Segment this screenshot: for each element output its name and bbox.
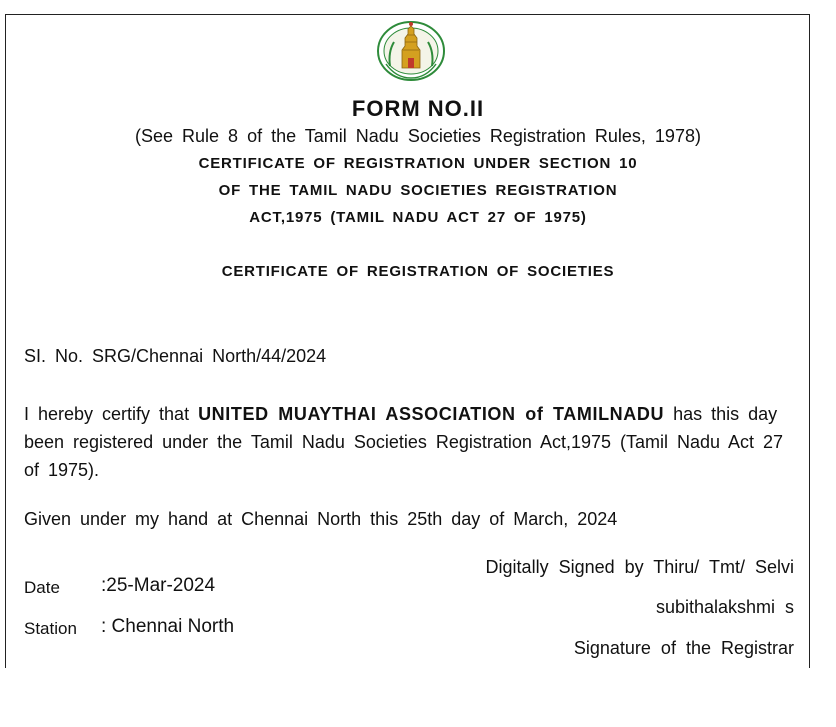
serial-number: SI. No. SRG/Chennai North/44/2024 [24, 346, 327, 366]
registrar-name: subithalakshmi s [655, 597, 794, 617]
certificate-subheading: CERTIFICATE OF REGISTRATION OF SOCIETIES [221, 263, 615, 280]
date-label: Date [24, 578, 60, 597]
heading-line-2: OF THE TAMIL NADU SOCIETIES REGISTRATION [218, 182, 618, 199]
heading-line-1: CERTIFICATE OF REGISTRATION UNDER SECTION 10 [198, 155, 638, 172]
station-label: Station [24, 619, 77, 638]
rule-reference: (See Rule 8 of the Tamil Nadu Societies Registration Rules, 1978) [135, 126, 701, 146]
certification-paragraph [24, 400, 784, 484]
digital-signature-line: Digitally Signed by Thiru/ Tmt/ Selvi [485, 557, 794, 577]
society-name: UNITED MUAYTHAI ASSOCIATION of TAMILNADU [198, 404, 665, 424]
tamil-nadu-emblem-icon [374, 20, 448, 82]
station-value: : Chennai North [101, 616, 235, 637]
given-under-hand: Given under my hand at Chennai North this 25th day of March, 2024 [24, 509, 618, 529]
form-title: FORM NO.II [351, 96, 485, 121]
heading-line-3: ACT,1975 (TAMIL NADU ACT 27 OF 1975) [249, 209, 587, 226]
registrar-signature-label: Signature of the Registrar [573, 638, 794, 658]
certify-suffix: has this day been registered under the Tamil Nadu Societies Registration Act,1975 (Tamil Nadu Act 27 of 1975). [24, 404, 784, 480]
date-value: :25-Mar-2024 [101, 575, 216, 596]
certify-prefix: I hereby certify that [24, 404, 199, 424]
